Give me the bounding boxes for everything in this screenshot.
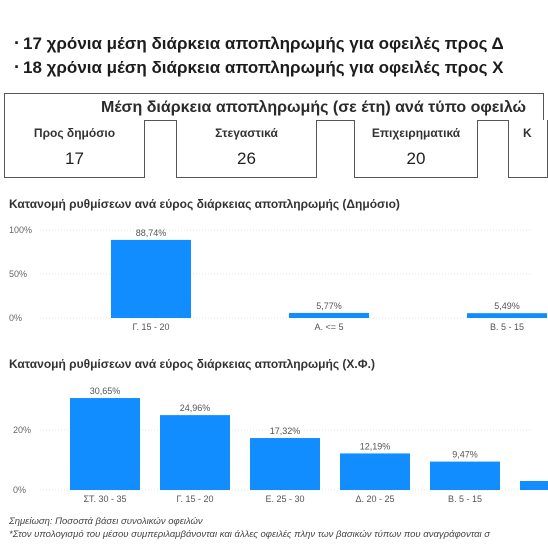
- x-tick-label: Γ. 15 - 20: [176, 494, 214, 504]
- data-label: 12,19%: [359, 441, 391, 452]
- bullet-financial-debt: · 18 χρόνια μέση διάρκεια αποπληρωμής για οφειλές προς Χ: [14, 57, 504, 77]
- card-value: 17: [65, 149, 84, 168]
- y-tick-label: 20%: [13, 425, 32, 435]
- data-label: 9,47%: [452, 449, 478, 460]
- chart-title-financial: Κατανομή ρυθμίσεων ανά εύρος διάρκειας αποπληρωμής (Χ.Φ.): [9, 357, 375, 371]
- chart-title-public: Κατανομή ρυθμίσεων ανά εύρος διάρκειας αποπληρωμής (Δημόσιο): [9, 197, 400, 211]
- bar: [250, 438, 320, 490]
- card-public: [4, 120, 145, 178]
- banner-title: Μέση διάρκεια αποπληρωμής (σε έτη) ανά τύπο οφειλώ: [101, 99, 527, 116]
- bar: [520, 481, 548, 490]
- data-label: 24,96%: [179, 403, 211, 414]
- x-tick-label: Α. <= 5: [314, 322, 344, 332]
- bar: [340, 453, 410, 490]
- x-tick-label: Ε. 25 - 30: [265, 494, 305, 504]
- bullet-text: 17 χρόνια μέση διάρκεια αποπληρωμής για οφειλές προς Δ: [23, 34, 504, 53]
- y-tick-label: 0%: [13, 485, 27, 495]
- footnote-asterisk: *Στον υπολογισμό του μέσου συμπεριλαμβάνονται και άλλες οφειλές πλην των βασικών τύπων που αναγράφονται σ: [9, 529, 491, 540]
- card-value: 20: [406, 149, 426, 168]
- card-business: [354, 120, 478, 178]
- bar: [430, 462, 500, 490]
- card-label: Προς δημόσιο: [33, 126, 116, 140]
- x-tick-label: ΣΤ. 30 - 35: [83, 494, 127, 504]
- bar: [467, 313, 547, 318]
- y-tick-label: 0%: [9, 313, 23, 323]
- financial-duration-chart: [0, 380, 530, 505]
- x-tick-label: Γ. 15 - 20: [132, 322, 170, 332]
- card-other: [508, 120, 548, 178]
- x-tick-label: Β. 5 - 15: [447, 494, 483, 504]
- bar: [111, 240, 191, 318]
- public-duration-chart: [0, 215, 530, 335]
- x-tick-label: Δ. 20 - 25: [355, 494, 395, 504]
- card-label: Επιχειρηματικά: [371, 126, 461, 140]
- x-tick-label: Β. 5 - 15: [489, 322, 525, 332]
- y-tick-label: 100%: [9, 225, 33, 235]
- bar: [70, 398, 140, 490]
- data-label: 88,74%: [135, 227, 167, 238]
- bullet-public-debt: · 17 χρόνια μέση διάρκεια αποπληρωμής για οφειλές προς Δ: [14, 33, 504, 53]
- duration-banner: [4, 93, 544, 121]
- bullet-text: 18 χρόνια μέση διάρκεια αποπληρωμής για οφειλές προς Χ: [23, 58, 504, 77]
- card-label: Στεγαστικά: [215, 126, 278, 140]
- bar: [289, 313, 369, 318]
- card-label: Κ: [523, 126, 532, 140]
- bar: [160, 415, 230, 490]
- y-tick-label: 50%: [9, 269, 28, 279]
- data-label: 17,32%: [269, 426, 301, 437]
- data-label: 5,77%: [316, 300, 342, 311]
- card-mortgage: [176, 120, 317, 178]
- footnote: Σημείωση: Ποσοστά βάσει συνολικών οφειλών: [9, 516, 203, 527]
- data-label: 30,65%: [89, 386, 121, 397]
- card-value: 26: [237, 149, 256, 168]
- data-label: 5,49%: [494, 301, 520, 312]
